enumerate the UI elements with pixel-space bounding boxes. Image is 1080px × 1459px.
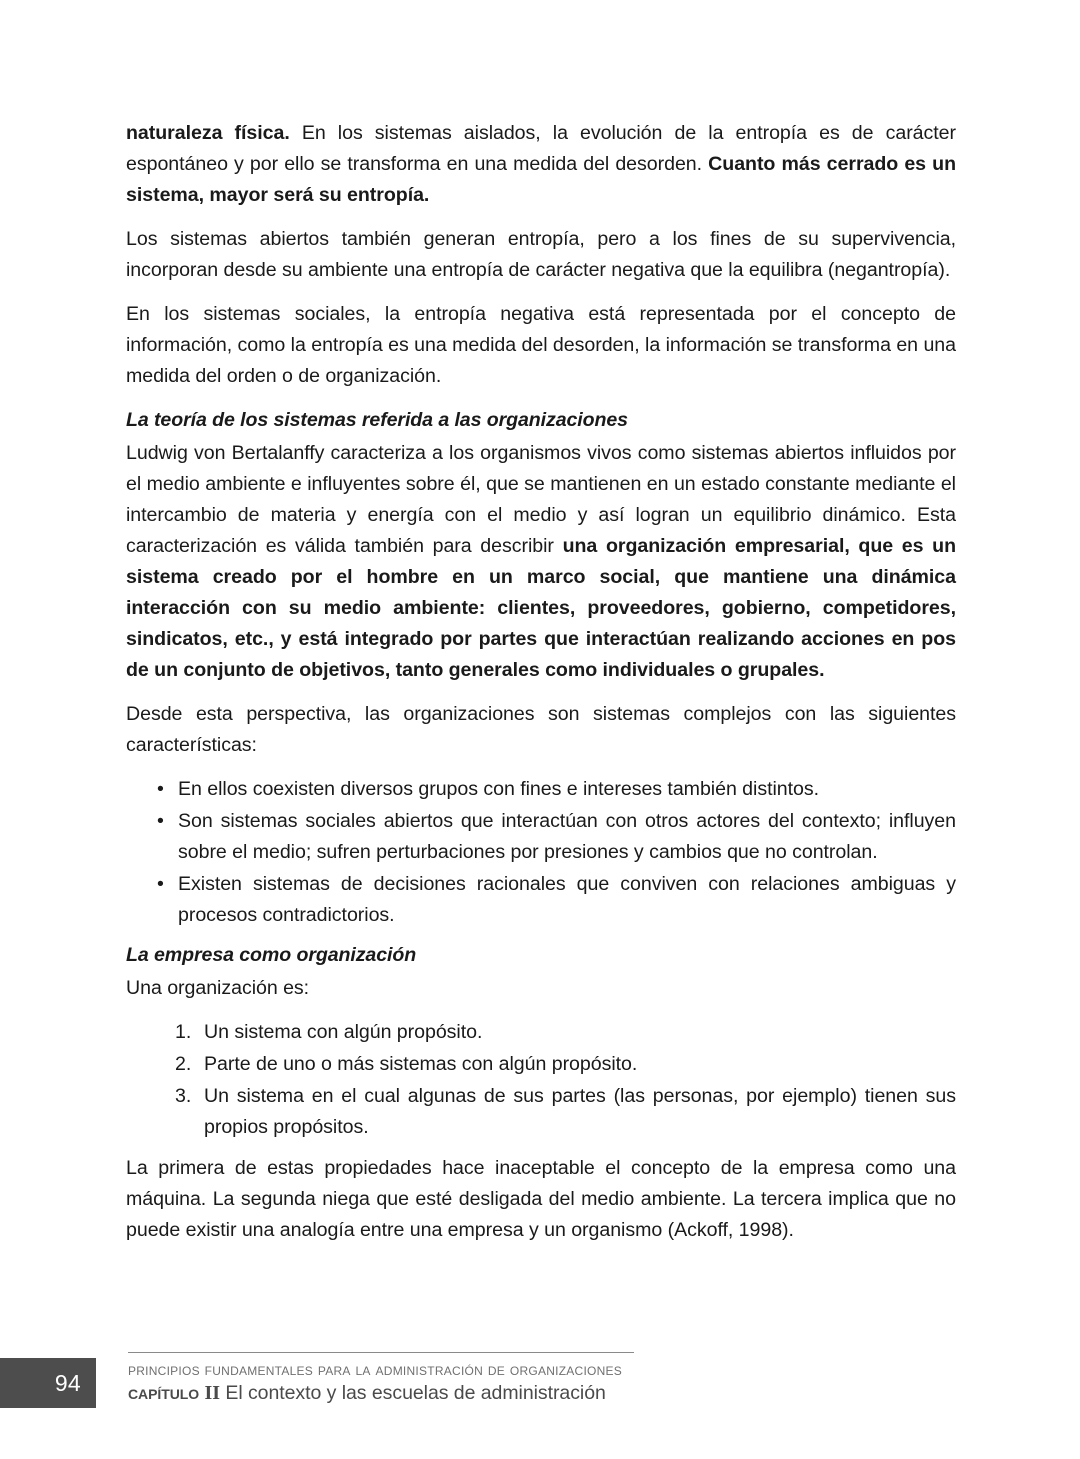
paragraph-naturaleza-fisica (126, 118, 956, 211)
list-item (126, 869, 956, 931)
organization-numbered-list (126, 1017, 956, 1143)
bullet-dot-icon: • (157, 873, 164, 895)
paragraph-mid-text: En los sistemas aislados, la evolución de la entropía es de carácter espontáneo y por ello se transforma en una medida del desorden. (126, 122, 956, 175)
paragraph-sistemas-abiertos: Los sistemas abiertos también generan entropía, pero a los fines de su supervivencia, incorporan desde su ambiente una entropía de carácter negativa que la equilibra (negantropía). (126, 228, 956, 281)
footer-book-title: principios fundamentales para la administración de organizaciones (128, 1361, 623, 1379)
footer-chapter-word: capítulo (128, 1382, 200, 1404)
list-item-text: En ellos coexisten diversos grupos con fines e intereses también distintos. (178, 778, 820, 800)
list-item-number: 3. (175, 1085, 192, 1107)
bullet-dot-icon: • (157, 810, 164, 832)
list-item (126, 774, 956, 805)
footer-text-block (128, 1360, 888, 1406)
list-item-text: Existen sistemas de decisiones racionales que conviven con relaciones ambiguas y procesos contradictorios. (178, 873, 956, 926)
footer-chapter-line (128, 1381, 888, 1406)
bullet-dot-icon: • (157, 778, 164, 800)
page-number-box (0, 1358, 96, 1408)
list-item-number: 2. (175, 1053, 192, 1075)
list-item-text: Son sistemas sociales abiertos que interactúan con otros actores del contexto; influyen sobre el medio; sufren perturbaciones por presiones y cambios que no controlan. (178, 810, 956, 863)
list-item (126, 1081, 956, 1143)
list-item-number: 1. (175, 1021, 192, 1043)
footer-divider (128, 1352, 634, 1353)
characteristics-bullet-list (126, 774, 956, 931)
paragraph-desde-esta-perspectiva: Desde esta perspectiva, las organizaciones son sistemas complejos con las siguientes características: (126, 703, 956, 756)
text-column (126, 118, 956, 1259)
paragraph-sistemas-sociales: En los sistemas sociales, la entropía negativa está representada por el concepto de información, como la entropía es una medida del desorden, la información se transforma en una medida del orden o de organización. (126, 303, 956, 387)
list-item (126, 1017, 956, 1048)
paragraph-trailing-bold: Cuanto más cerrado es un sistema, mayor será su entropía. (126, 153, 956, 206)
page-number: 94 (54, 1369, 81, 1396)
list-item (126, 806, 956, 868)
paragraph-bold-text: una organización empresarial, que es un sistema creado por el hombre en un marco social, que mantiene una dinámica interacción con su medio ambiente: clientes, proveedores, gobierno, competidores, sindicatos, etc., y está integrado por partes que interactúan realizando acciones en pos de un conjunto de objetivos, tanto generales como individuales o grupales. (126, 535, 956, 681)
footer-chapter-title: El contexto y las escuelas de administración (225, 1382, 606, 1404)
paragraph-lead-bold: naturaleza física. (126, 122, 290, 144)
heading-teoria-sistemas-organizaciones: La teoría de los sistemas referida a las organizaciones (126, 409, 628, 431)
paragraph-bertalanffy (126, 438, 956, 686)
list-item-text: Un sistema en el cual algunas de sus partes (las personas, por ejemplo) tienen sus propios propósitos. (204, 1085, 956, 1138)
paragraph-plain-text: Ludwig von Bertalanffy caracteriza a los organismos vivos como sistemas abiertos influidos por el medio ambiente e influyentes sobre él, que se mantienen en un estado constante mediante el intercambio de materia y energía con el medio y así logran un equilibrio dinámico. Esta caracterización es válida también para describir (126, 442, 956, 557)
heading-la-empresa-como-organizacion: La empresa como organización (126, 944, 417, 966)
list-item-text: Parte de uno o más sistemas con algún propósito. (204, 1053, 638, 1075)
paragraph-una-organizacion-es: Una organización es: (126, 977, 310, 999)
footer-chapter-number: II (204, 1382, 220, 1404)
page-footer (0, 1352, 1080, 1422)
paragraph-la-primera-de-estas-propiedades: La primera de estas propiedades hace inaceptable el concepto de la empresa como una máquina. La segunda niega que esté desligada del medio ambiente. La tercera implica que no puede existir una analogía entre una empresa y un organismo (Ackoff, 1998). (126, 1157, 956, 1241)
list-item-text: Un sistema con algún propósito. (204, 1021, 483, 1043)
list-item (126, 1049, 956, 1080)
